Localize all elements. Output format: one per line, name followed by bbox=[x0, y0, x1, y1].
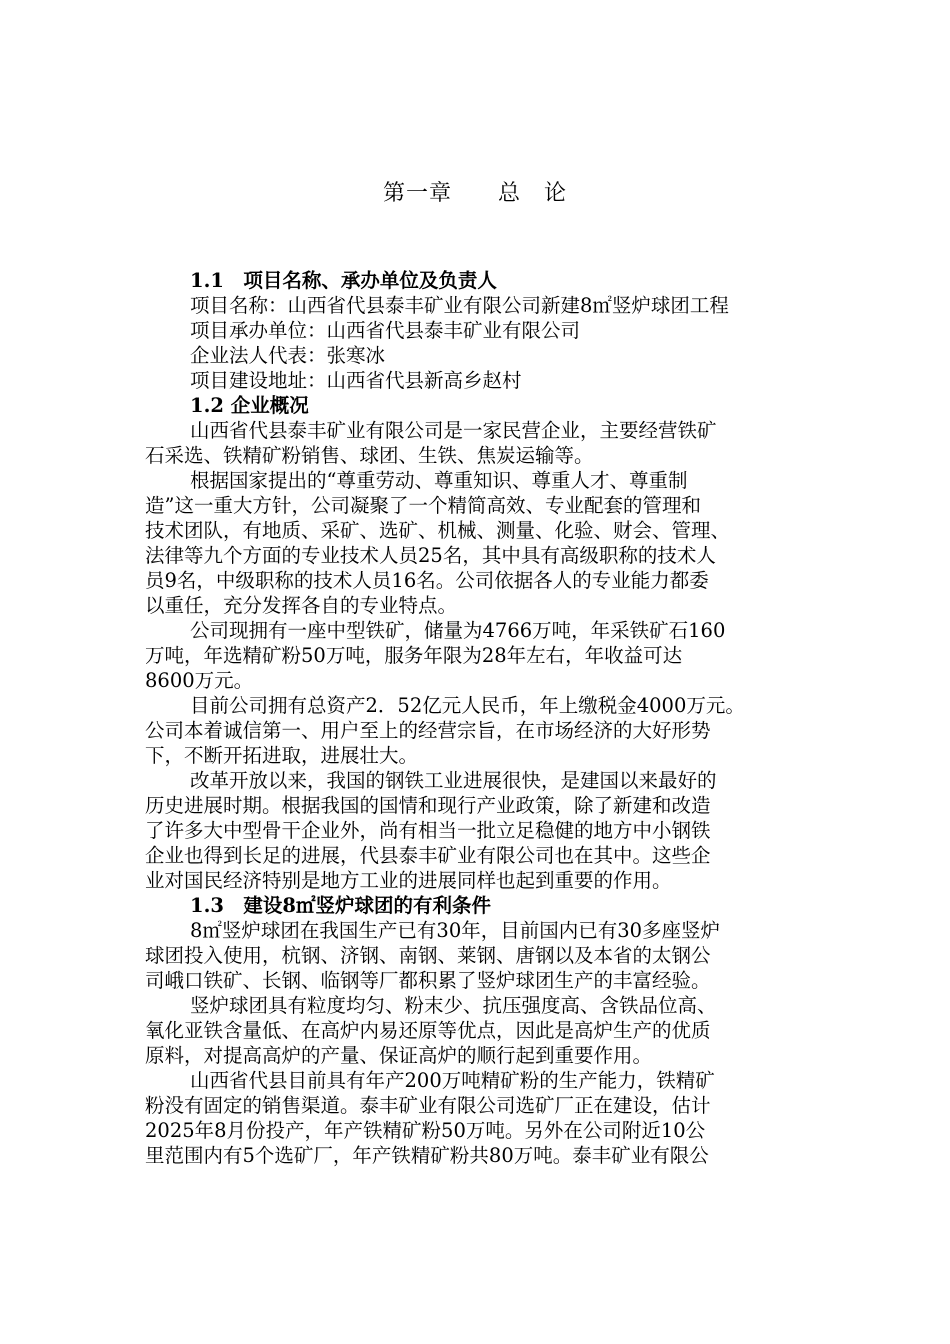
text-line: 竖炉球团具有粒度均匀、粉末少、抗压强度高、含铁品位高、 bbox=[190, 994, 717, 1017]
text-line: 山西省代县泰丰矿业有限公司是一家民营企业，主要经营铁矿 bbox=[190, 419, 717, 442]
text-line: 里范围内有5个选矿厂，年产铁精矿粉共80万吨。泰丰矿业有限公 bbox=[145, 1144, 709, 1167]
text-line: 技术团队，有地质、采矿、选矿、机械、测量、化验、财会、管理、 bbox=[145, 519, 731, 542]
text-line: 项目承办单位：山西省代县泰丰矿业有限公司 bbox=[190, 319, 581, 342]
text-line: 企业也得到长足的进展，代县泰丰矿业有限公司也在其中。这些企 bbox=[145, 844, 711, 867]
text-line: 球团投入使用，杭钢、济钢、南钢、莱钢、唐钢以及本省的太钢公 bbox=[145, 944, 711, 967]
text-line: 了许多大中型骨干企业外，尚有相当一批立足稳健的地方中小钢铁 bbox=[145, 819, 711, 842]
text-line: 司峨口铁矿、长钢、临钢等厂都积累了竖炉球团生产的丰富经验。 bbox=[145, 969, 711, 992]
text-line: 以重任，充分发挥各自的专业特点。 bbox=[145, 594, 458, 617]
text-line: 万吨，年选精矿粉50万吨，服务年限为28年左右，年收益可达 bbox=[145, 644, 683, 667]
text-line: 根据国家提出的“尊重劳动、尊重知识、尊重人才、尊重制 bbox=[190, 469, 688, 492]
text-line: 法律等九个方面的专业技术人员25名，其中具有高级职称的技术人 bbox=[145, 544, 716, 567]
text-line: 原料，对提高高炉的产量、保证高炉的顺行起到重要作用。 bbox=[145, 1044, 653, 1067]
text-line: 8600万元。 bbox=[145, 669, 254, 692]
text-line: 项目建设地址：山西省代县新高乡赵村 bbox=[190, 369, 522, 392]
text-line: 目前公司拥有总资产2．52亿元人民币，年上缴税金4000万元。 bbox=[190, 694, 745, 717]
text-line: 员9名，中级职称的技术人员16名。公司依据各人的专业能力都委 bbox=[145, 569, 709, 592]
text-line: 公司现拥有一座中型铁矿，储量为4766万吨，年采铁矿石160 bbox=[190, 619, 726, 642]
text-line: 2025年8月份投产，年产铁精矿粉50万吨。另外在公司附近10公 bbox=[145, 1119, 706, 1142]
text-line: 项目名称：山西省代县泰丰矿业有限公司新建8㎡竖炉球团工程 bbox=[190, 294, 729, 317]
section-heading: 1.3 建设8㎡竖炉球团的有利条件 bbox=[190, 894, 491, 917]
text-line: 企业法人代表：张寒冰 bbox=[190, 344, 386, 367]
section-heading: 1.2 企业概况 bbox=[190, 394, 309, 417]
chapter-title: 第一章 总 论 bbox=[382, 181, 567, 206]
text-line: 氧化亚铁含量低、在高炉内易还原等优点，因此是高炉生产的优质 bbox=[145, 1019, 711, 1042]
text-line: 山西省代县目前具有年产200万吨精矿粉的生产能力，铁精矿 bbox=[190, 1069, 715, 1092]
text-line: 业对国民经济特别是地方工业的进展同样也起到重要的作用。 bbox=[145, 869, 672, 892]
text-line: 改革开放以来，我国的钢铁工业进展很快，是建国以来最好的 bbox=[190, 769, 717, 792]
text-line: 粉没有固定的销售渠道。泰丰矿业有限公司选矿厂正在建设，估计 bbox=[145, 1094, 711, 1117]
text-line: 历史进展时期。根据我国的国情和现行产业政策，除了新建和改造 bbox=[145, 794, 711, 817]
text-line: 8㎡竖炉球团在我国生产已有30年，目前国内已有30多座竖炉 bbox=[190, 919, 721, 942]
text-line: 下，不断开拓进取，进展壮大。 bbox=[145, 744, 419, 767]
section-heading: 1.1 项目名称、承办单位及负责人 bbox=[190, 269, 497, 292]
text-line: 石采选、铁精矿粉销售、球团、生铁、焦炭运输等。 bbox=[145, 444, 594, 467]
text-line: 公司本着诚信第一、用户至上的经营宗旨，在市场经济的大好形势 bbox=[145, 719, 711, 742]
text-line: 造”这一重大方针，公司凝聚了一个精简高效、专业配套的管理和 bbox=[145, 494, 701, 517]
